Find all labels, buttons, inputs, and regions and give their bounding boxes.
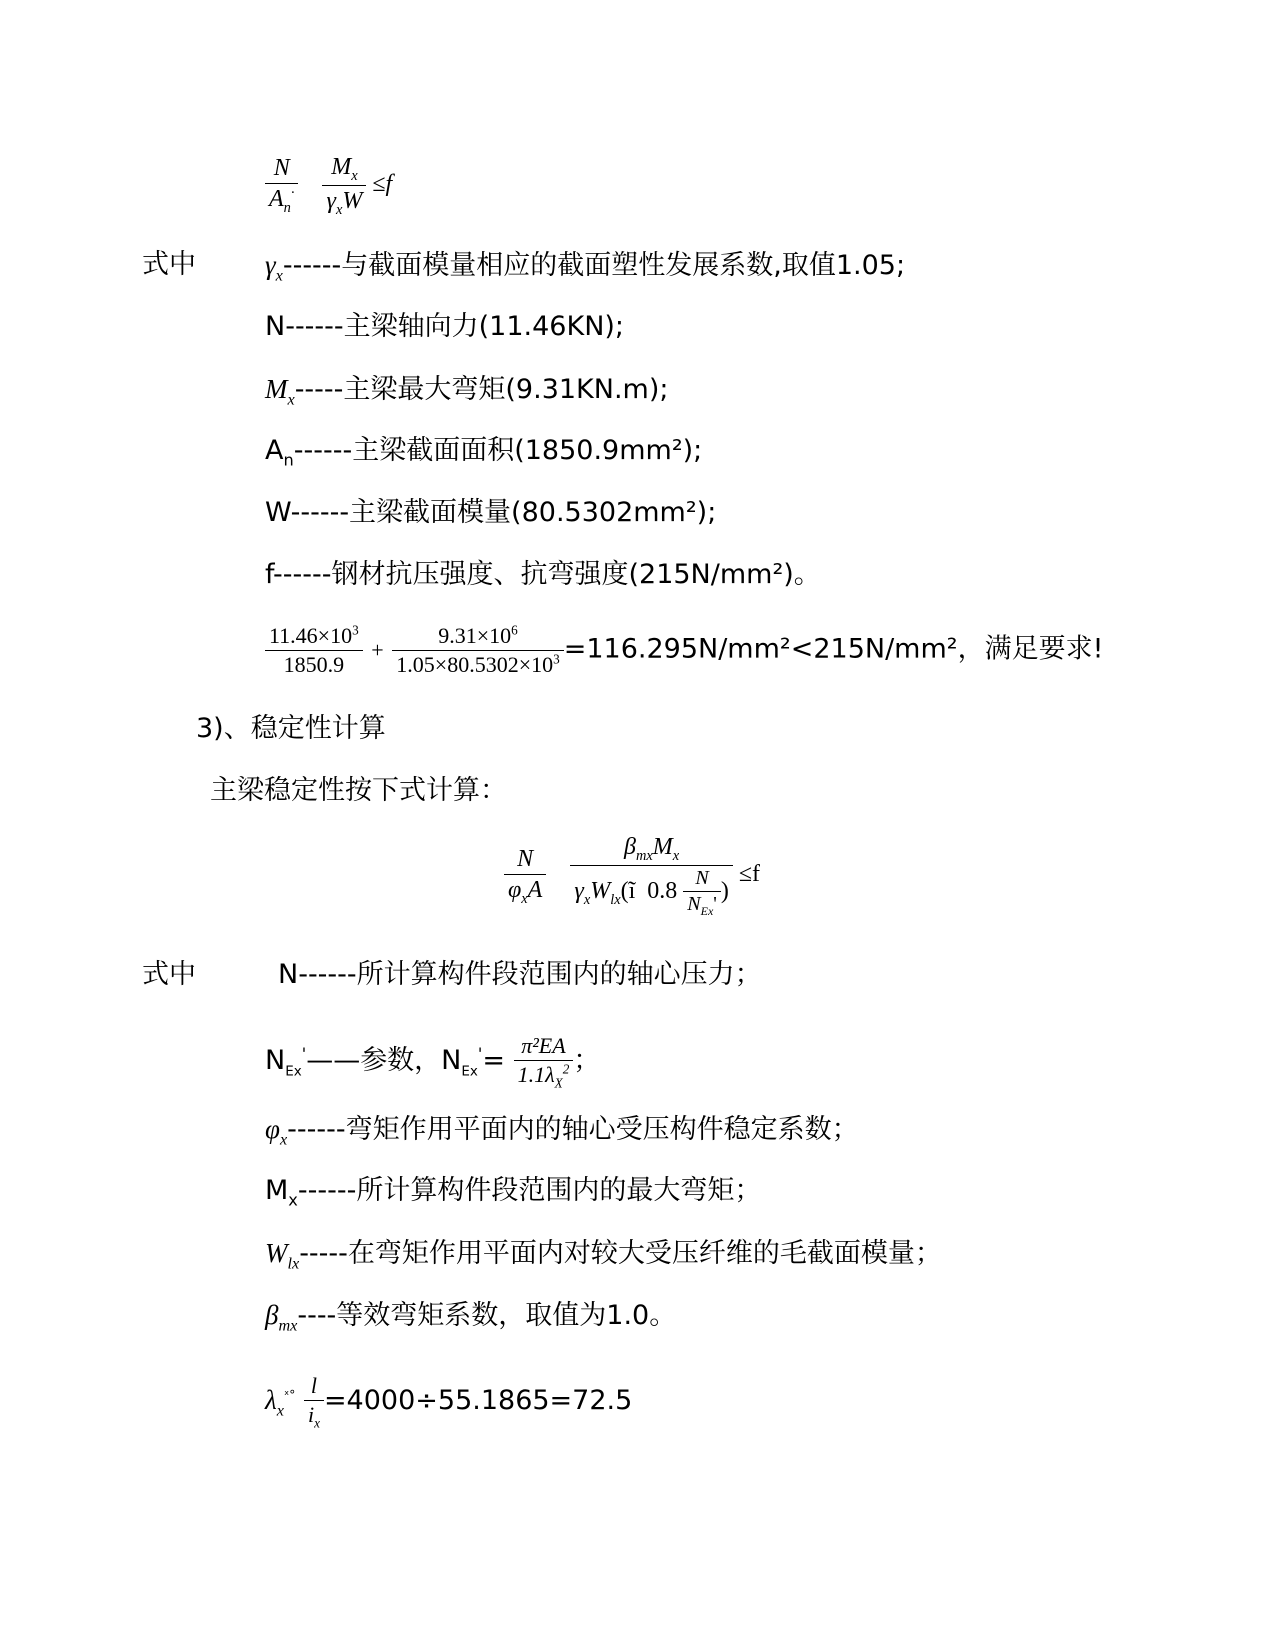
fraction-n-over-an: $\frac{N}{A_n^\cdot}$ xyxy=(265,153,298,217)
beta-symbol: $\beta_{mx}$ xyxy=(265,1300,298,1335)
def-nex: $N_{Ex}'——$参数，$N_{Ex}'=$ $\frac{\text{π²EA}}{1.1\lambda_X^2}$ ； xyxy=(265,1033,601,1090)
def-beta-mx: $\beta_{mx}----$等效弯矩系数，取值为1.0。 xyxy=(265,1300,677,1335)
calc-result: =116.295N/mm²<215N/mm²，满足要求! xyxy=(563,633,1104,665)
def-wlx: $W_{lx}-----$在弯矩作用平面内对较大受压纤维的毛截面模量； xyxy=(265,1238,942,1273)
def-phi-x: $\varphi_x------$弯矩作用平面内的轴心受压构件稳定系数； xyxy=(265,1114,859,1149)
def-f: f------钢材抗压强度、抗弯强度(215N/mm²)。 xyxy=(265,559,821,590)
lambda-calculation: $\lambda_x^{ˣ^\circ}$ $\frac{l}{i_x}$ =4000÷55.1865=72.5 xyxy=(265,1373,633,1430)
def-an: $A_n------$主梁截面面积(1850.9mm²); xyxy=(265,435,703,470)
calc-fraction-1: $\frac{11.46\times 10^3}{1850.9}$ xyxy=(265,622,363,678)
where-label-2: 式中 xyxy=(142,959,196,990)
where-label-1: 式中 xyxy=(142,249,196,280)
def-gamma-x: $\gamma_x------$与截面模量相应的截面塑性发展系数,取值1.05; xyxy=(265,250,906,285)
gamma-symbol: $\gamma_x$ xyxy=(265,250,283,285)
fraction-n-over-phi-a: $\frac{N}{\varphi_xA}$ xyxy=(504,844,546,908)
def-w: W------主梁截面模量(80.5302mm²); xyxy=(265,497,717,528)
fraction-n-over-nex: $\frac{N}{N_{Ex}'}$ xyxy=(683,866,721,919)
wlx-symbol: $W_{lx}$ xyxy=(265,1238,300,1273)
mx-symbol: $M_x$ xyxy=(265,374,295,409)
fraction-mx-over-gamma-w: $\frac{M_x}{\gamma_xW}$ xyxy=(322,152,366,219)
phi-symbol: $\varphi_x$ xyxy=(265,1114,288,1149)
def-n-axial: N------所计算构件段范围内的轴心压力； xyxy=(278,959,762,990)
formula-stability: $\frac{N}{\varphi_xA}$ $\beta_{mx}M_x$ $\gamma_xW_{lx}(ĩ$ 0.8 $\frac{N}{N_{Ex}'}$ ) ≤f xyxy=(504,832,760,919)
def-mx-max: $M_x------$所计算构件段范围内的最大弯矩； xyxy=(265,1175,762,1210)
calc-fraction-2: $\frac{9.31\times 10^6}{1.05\times 80.5302\times 10^3}$ xyxy=(392,622,563,678)
fraction-beta-m: $\beta_{mx}M_x$ $\gamma_xW_{lx}(ĩ$ 0.8 $\frac{N}{N_{Ex}'}$ ) xyxy=(570,832,733,919)
fraction-l-over-i: $\frac{l}{i_x}$ xyxy=(304,1372,324,1431)
formula-strength: $\frac{N}{A_n^\cdot}$ $\frac{M_x}{\gamma_xW}$ ≤f xyxy=(265,152,392,219)
section-heading: 3)、稳定性计算 xyxy=(196,713,386,744)
stability-intro: 主梁稳定性按下式计算： xyxy=(210,775,507,806)
def-n: N------主梁轴向力(11.46KN); xyxy=(265,311,625,342)
fraction-pi2ea: $\frac{\text{π²EA}}{1.1\lambda_X^2}$ xyxy=(514,1032,574,1091)
strength-calculation: $\frac{11.46\times 10^3}{1850.9}$ + $\frac{9.31\times 10^6}{1.05\times 80.5302\times 10^3}$ =116.295N/mm²<215N/mm²，满足要求! xyxy=(265,622,1103,678)
def-mx: $M_x-----$主梁最大弯矩(9.31KN.m); xyxy=(265,374,669,409)
